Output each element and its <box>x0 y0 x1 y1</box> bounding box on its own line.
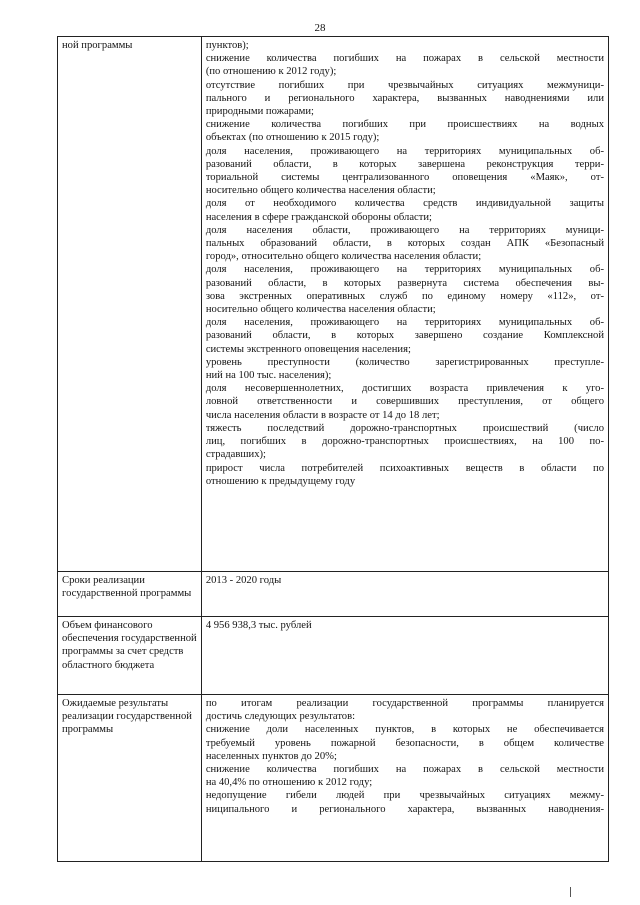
indicators-text <box>206 39 604 488</box>
row-label-cell <box>58 695 202 862</box>
row-value-cell <box>201 572 608 617</box>
text-line: ний на 100 тыс. населения); <box>205 370 332 382</box>
text-line: разований области, в которых развернута система обеспечения вы- <box>205 277 604 289</box>
text-line: природными пожарами; <box>205 106 314 118</box>
row-label: Объем финансового обеспечения государственной программы за счет средств областного бюджета <box>62 620 197 671</box>
text-line: ловной ответственности и совершивших преступления, от общего <box>205 396 604 408</box>
text-line: прирост числа потребителей психоактивных веществ в области по <box>205 462 604 474</box>
row-label: Сроки реализации государственной программы <box>62 575 192 600</box>
text-line: разований области, в которых завершена реконструкция терри- <box>205 158 604 170</box>
term-value: 2013 - 2020 годы <box>205 575 282 586</box>
text-line: снижение количества погибших при происшествиях на водных <box>205 119 604 131</box>
text-line: снижение доли населенных пунктов, в которых не обеспечивается <box>205 724 604 736</box>
text-line: требуемый уровень пожарной безопасности, в общем количестве <box>205 737 604 749</box>
text-line: отсутствие погибших при чрезвычайных ситуациях межмуници- <box>205 79 604 91</box>
text-line: доля населения, проживающего на территориях муниципальных об- <box>205 264 604 276</box>
row-label-cell <box>58 617 202 695</box>
text-line: носительно общего количества населения области; <box>205 185 436 197</box>
text-line: ториальной системы централизованного оповещения «Маяк», от- <box>205 172 604 184</box>
text-line: разований области, в которых завершено создание Комплексной <box>205 330 604 342</box>
text-line: ниципального и регионального характера, вызванных наводнения- <box>205 803 604 815</box>
text-line: населения в сфере гражданской обороны области; <box>205 211 432 223</box>
text-line: носительно общего количества населения области; <box>205 304 436 316</box>
text-line: по итогам реализации государственной программы планируется <box>205 698 604 709</box>
table-row-indicators <box>58 37 609 572</box>
row-value-cell <box>201 617 608 695</box>
text-line: зова экстренных оперативных служб по единому номеру «112», от- <box>205 290 604 302</box>
text-line: пунктов); <box>205 40 249 51</box>
text-line: (по отношению к 2012 году); <box>205 66 337 78</box>
row-value-cell <box>201 695 608 862</box>
financing-value: 4 956 938,3 тыс. рублей <box>205 620 312 631</box>
results-text <box>206 697 604 816</box>
text-line: населенных пунктов до 20%; <box>205 750 337 762</box>
text-line: числа населения области в возрасте от 14 до 18 лет; <box>205 409 440 421</box>
text-line: снижение количества погибших на пожарах в сельской местности <box>205 764 604 776</box>
text-line: город», относительно общего количества населения области; <box>205 251 482 263</box>
table-row-financing <box>58 617 609 695</box>
text-line: доля от необходимого количества средств индивидуальной защиты <box>205 198 604 210</box>
text-line: достичь следующих результатов: <box>205 711 356 723</box>
row-value-cell <box>201 37 608 572</box>
text-line: доля несовершеннолетних, достигших возраста привлечения к уго- <box>205 383 604 395</box>
text-line: тяжесть последствий дорожно-транспортных происшествий (число <box>205 422 604 434</box>
text-line: снижение количества погибших на пожарах в сельской местности <box>205 53 604 65</box>
text-line: уровень преступности (количество зарегистрированных преступле- <box>205 356 604 368</box>
text-line: доля населения, проживающего на территориях муниципальных об- <box>205 145 604 157</box>
text-line: системы экстренного оповещения населения; <box>205 343 411 355</box>
text-line: страдавших); <box>205 449 266 461</box>
text-line: недопущение гибели людей при чрезвычайных ситуациях межму- <box>205 790 604 802</box>
page-number: 28 <box>314 22 326 34</box>
text-line: пальных образований области, в которых создан АПК «Безопасный <box>205 238 604 250</box>
text-line: лиц, погибших в дорожно-транспортных происшествиях, на 100 по- <box>205 436 604 448</box>
text-line: объектах (по отношению к 2015 году); <box>205 132 380 144</box>
row-label: ной программы <box>62 40 133 51</box>
row-label: Ожидаемые результаты реализации государственной программы <box>62 698 192 736</box>
row-label-cell <box>58 572 202 617</box>
text-line: отношению к предыдущему году <box>205 475 356 487</box>
scan-mark <box>570 887 571 897</box>
text-line: доля населения области, проживающего на территориях муници- <box>205 224 604 236</box>
table-row-term <box>58 572 609 617</box>
text-line: на 40,4% по отношению к 2012 году; <box>205 777 373 789</box>
program-passport-table <box>57 36 609 862</box>
table-row-results <box>58 695 609 862</box>
row-label-cell <box>58 37 202 572</box>
text-line: доля населения, проживающего на территориях муниципальных об- <box>205 317 604 329</box>
text-line: пального и регионального характера, вызванных наводнениями или <box>205 92 604 104</box>
